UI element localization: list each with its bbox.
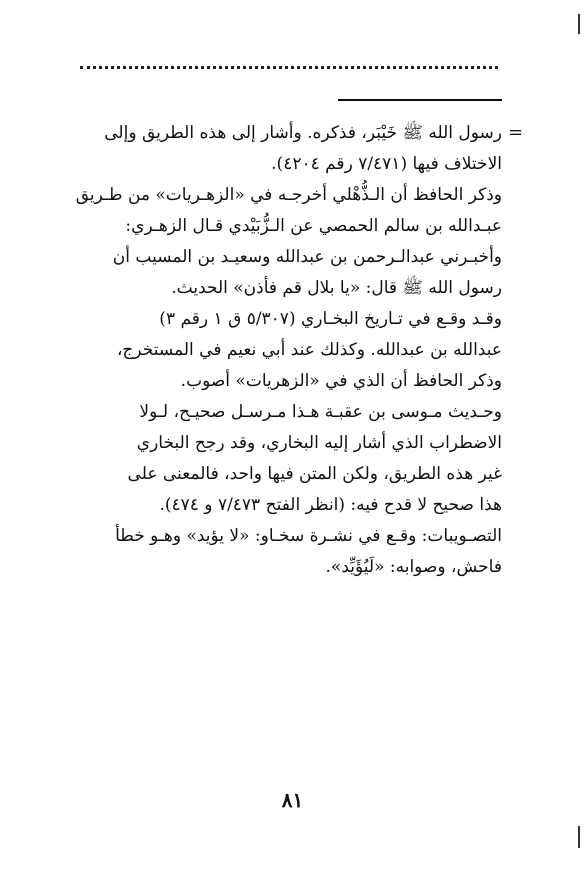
footnote-line: عبدالله بن عبدالله. وكذلك عند أبي نعيم في المستخرج، — [116, 340, 502, 360]
continuation-mark: = — [508, 122, 524, 143]
footnote-line: وذكر الحافظ أن الـذُّهْلي أخرجـه في «الزهـريات» من طـريق — [75, 185, 502, 205]
page-number: ٨١ — [281, 788, 304, 812]
footnote-line: وقـد وقـع في تـاريخ البخـاري (٥/٣٠٧ ق ١ رقم ٣) — [159, 309, 502, 329]
dotted-separator — [80, 66, 498, 69]
footnote-line: وحـديث مـوسى بن عقبـة هـذا مـرسـل صحيـح، لـولا — [139, 402, 502, 422]
scan-edge-mark — [578, 826, 580, 848]
footnote-line: عبـدالله بن سالم الحمصي عن الـزُّبَيْدي قـال الزهـري: — [125, 216, 502, 236]
footnote-text — [74, 118, 502, 583]
scan-edge-mark — [578, 14, 580, 34]
footnote-line: الاختلاف فيها (٧/٤٧١ رقم ٤٢٠٤). — [271, 154, 502, 174]
footnote-line: هذا صحيح لا قدح فيه: (انظر الفتح ٧/٤٧٣ و ٤٧٤). — [159, 495, 502, 515]
footnote-line: وأخبـرني عبدالـرحمن بن عبدالله وسعيـد بن المسيب أن — [112, 247, 502, 267]
footnote-line: فاحش، وصوابه: «لَيُؤَيِّد». — [325, 557, 502, 577]
footnote-line: التصـويبات: وقـع في نشـرة سخـاو: «لا يؤيد» وهـو خطأ — [115, 526, 502, 546]
footnote-line: غير هذه الطريق، ولكن المتن فيها واحد، فالمعنى على — [127, 464, 502, 484]
footnote-line: رسول الله ﷺ قال: «يا بلال قم فأذن» الحديث. — [171, 278, 502, 298]
footnote-line: وذكر الحافظ أن الذي في «الزهريات» أصوب. — [180, 371, 502, 391]
footnote-separator-line — [338, 99, 502, 101]
footnote-line: الاضطراب الذي أشار إليه البخاري، وقد رجح البخاري — [136, 433, 502, 453]
footnote-line: رسول الله ﷺ خَيْبَر، فذكره. وأشار إلى هذه الطريق وإلى — [104, 123, 502, 143]
